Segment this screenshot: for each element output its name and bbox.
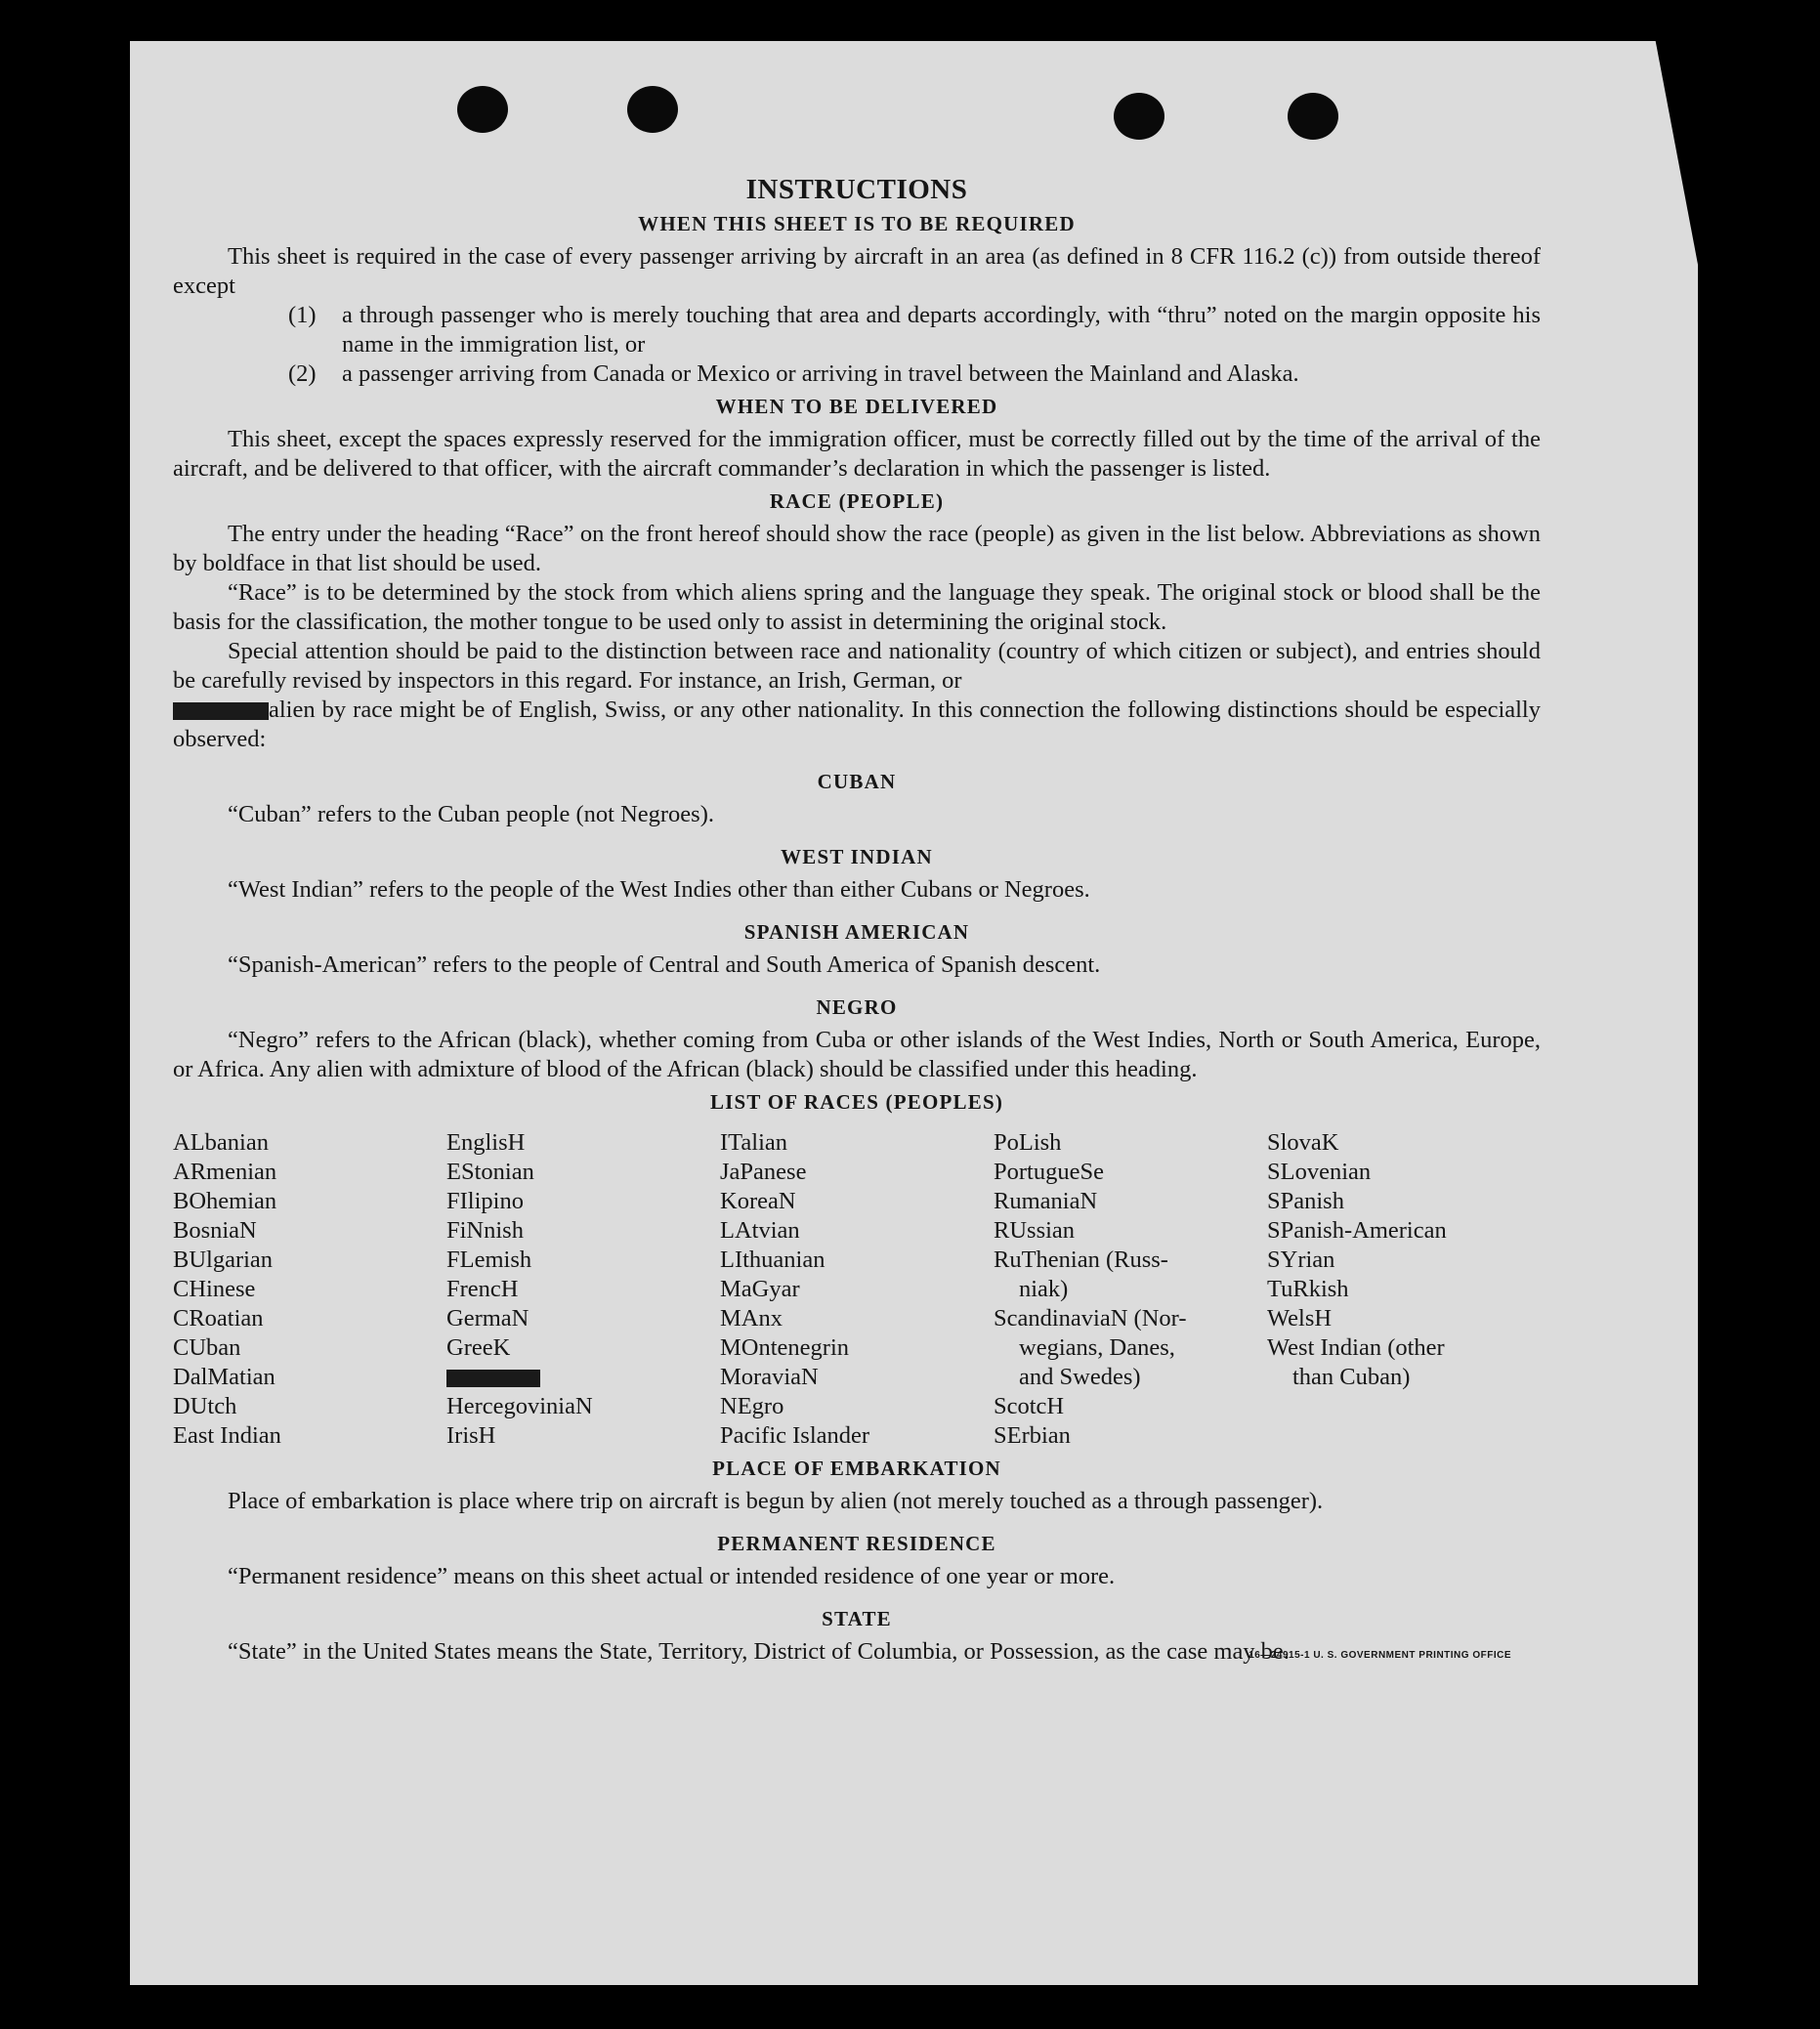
race-entry: ScotcH bbox=[994, 1393, 1065, 1419]
section-heading-west-indian: WEST INDIAN bbox=[781, 845, 933, 868]
race-entry-continued: than Cuban) bbox=[1292, 1364, 1411, 1390]
race-entry: JaPanese bbox=[720, 1159, 807, 1185]
race-column-5 bbox=[1267, 1128, 1541, 1451]
race-entry: ScandinaviaN (Nor- bbox=[994, 1305, 1187, 1332]
race-entry: RUssian bbox=[994, 1217, 1076, 1244]
instructions-content bbox=[173, 166, 1541, 1663]
race-entry: SLovenian bbox=[1267, 1159, 1372, 1185]
race-entry: IrisH bbox=[446, 1422, 496, 1449]
list-item bbox=[173, 301, 1541, 359]
race-entry: SlovaK bbox=[1267, 1129, 1339, 1156]
race-entry: PortugueSe bbox=[994, 1159, 1104, 1185]
race-entry: MaGyar bbox=[720, 1276, 800, 1302]
race-entry: MoraviaN bbox=[720, 1364, 819, 1390]
race-entry: Pacific Islander bbox=[720, 1422, 870, 1449]
race-entry: FIlipino bbox=[446, 1188, 524, 1214]
race-entry-continued: niak) bbox=[1019, 1276, 1069, 1302]
race-entry: SErbian bbox=[994, 1422, 1071, 1449]
race-entry: FrencH bbox=[446, 1276, 519, 1302]
print-code: 16—24915-1 U. S. GOVERNMENT PRINTING OFFICE bbox=[1249, 1650, 1511, 1661]
section-heading-required: WHEN THIS SHEET IS TO BE REQUIRED bbox=[638, 212, 1076, 235]
race-entry: RuThenian (Russ- bbox=[994, 1247, 1168, 1273]
race-entry: BOhemian bbox=[173, 1188, 277, 1214]
race-paragraph-3b-text: alien by race might be of English, Swiss, or any other nationality. In this connection the following distinctions should be especially observed: bbox=[173, 697, 1541, 752]
item-number: (1) bbox=[288, 302, 317, 328]
cuban-text: “Cuban” refers to the Cuban people (not Negroes). bbox=[228, 801, 714, 827]
section-heading-embarkation: PLACE OF EMBARKATION bbox=[712, 1457, 1001, 1480]
race-entry: ITalian bbox=[720, 1129, 788, 1156]
race-entry: DalMatian bbox=[173, 1364, 275, 1390]
punch-hole bbox=[627, 86, 678, 133]
section-heading-cuban: CUBAN bbox=[817, 770, 897, 793]
race-entry: ALbanian bbox=[173, 1129, 269, 1156]
race-entry: EnglisH bbox=[446, 1129, 526, 1156]
race-entry: HercegoviniaN bbox=[446, 1393, 593, 1419]
race-entry: East Indian bbox=[173, 1422, 281, 1449]
required-intro: This sheet is required in the case of every passenger arriving by aircraft in an area (as defined in 8 CFR 116.2 (c)) from outside thereof except bbox=[173, 243, 1541, 299]
section-heading-residence: PERMANENT RESIDENCE bbox=[717, 1532, 996, 1555]
redaction-mark bbox=[173, 702, 269, 720]
spanish-american-text: “Spanish-American” refers to the people of Central and South America of Spanish descent. bbox=[228, 951, 1101, 978]
section-heading-spanish-american: SPANISH AMERICAN bbox=[743, 920, 970, 944]
race-entry: CUban bbox=[173, 1334, 241, 1361]
page-title: INSTRUCTIONS bbox=[745, 174, 968, 205]
redaction-mark bbox=[446, 1370, 540, 1387]
section-heading-state: STATE bbox=[822, 1607, 892, 1630]
delivered-text: This sheet, except the spaces expressly reserved for the immigration officer, must be correctly filled out by the time of the arrival of the aircraft, and be delivered to that officer, with the aircraft commander’s declaration in which the passenger is listed. bbox=[173, 426, 1541, 482]
punch-hole bbox=[1114, 93, 1164, 140]
race-column-1 bbox=[173, 1128, 446, 1451]
race-column-2 bbox=[446, 1128, 720, 1451]
race-paragraph-3b bbox=[173, 696, 1541, 754]
race-entry: TuRkish bbox=[1267, 1276, 1349, 1302]
race-entry: SPanish bbox=[1267, 1188, 1344, 1214]
section-heading-delivered: WHEN TO BE DELIVERED bbox=[715, 395, 998, 418]
section-heading-list-of-races: LIST OF RACES (PEOPLES) bbox=[709, 1090, 1004, 1114]
race-entry: FiNnish bbox=[446, 1217, 524, 1244]
race-entry-continued: wegians, Danes, bbox=[1019, 1334, 1175, 1361]
race-entry: LAtvian bbox=[720, 1217, 800, 1244]
race-entry: BUlgarian bbox=[173, 1247, 274, 1273]
race-entry: GermaN bbox=[446, 1305, 529, 1332]
race-entry-continued: and Swedes) bbox=[1019, 1364, 1141, 1390]
section-heading-negro: NEGRO bbox=[816, 995, 898, 1019]
section-heading-race: RACE (PEOPLE) bbox=[769, 489, 945, 513]
race-entry: DUtch bbox=[173, 1393, 237, 1419]
residence-text: “Permanent residence” means on this sheet actual or intended residence of one year or more. bbox=[228, 1563, 1116, 1589]
race-paragraph-3a: Special attention should be paid to the distinction between race and nationality (country of which citizen or subject), and entries should be carefully revised by inspectors in this regard. For instance, an Irish, German, or bbox=[173, 638, 1541, 694]
race-paragraph-1: The entry under the heading “Race” on the front hereof should show the race (people) as given in the list below. Abbreviations as shown by boldface in that list should be used. bbox=[173, 521, 1541, 576]
race-entry: MAnx bbox=[720, 1305, 783, 1332]
negro-text: “Negro” refers to the African (black), whether coming from Cuba or other islands of the West Indies, North or South America, Europe, or Africa. Any alien with admixture of blood of the African (black) should be classified under this heading. bbox=[173, 1027, 1541, 1082]
race-entry: CRoatian bbox=[173, 1305, 264, 1332]
embarkation-text: Place of embarkation is place where trip on aircraft is begun by alien (not merely touched as a through passenger). bbox=[228, 1488, 1324, 1514]
race-entry: West Indian (other bbox=[1267, 1334, 1445, 1361]
race-entry: LIthuanian bbox=[720, 1247, 825, 1273]
race-entry: EStonian bbox=[446, 1159, 534, 1185]
race-entry: WelsH bbox=[1267, 1305, 1333, 1332]
race-entry: KoreaN bbox=[720, 1188, 796, 1214]
race-paragraph-2: “Race” is to be determined by the stock from which aliens spring and the language they speak. The original stock or blood shall be the basis for the classification, the mother tongue to be used only to assist in determining the original stock. bbox=[173, 579, 1541, 635]
race-entry: RumaniaN bbox=[994, 1188, 1098, 1214]
race-entry: PoLish bbox=[994, 1129, 1062, 1156]
race-column-3 bbox=[720, 1128, 994, 1451]
item-text: a through passenger who is merely touching that area and departs accordingly, with “thru” noted on the margin opposite his name in the immigration list, or bbox=[342, 302, 1541, 358]
race-entry: ARmenian bbox=[173, 1159, 277, 1185]
race-entry: BosniaN bbox=[173, 1217, 257, 1244]
race-list bbox=[173, 1128, 1541, 1451]
race-entry: FLemish bbox=[446, 1247, 532, 1273]
item-text: a passenger arriving from Canada or Mexico or arriving in travel between the Mainland and Alaska. bbox=[342, 360, 1299, 387]
race-entry: SPanish-American bbox=[1267, 1217, 1447, 1244]
race-entry: SYrian bbox=[1267, 1247, 1335, 1273]
punch-hole bbox=[457, 86, 508, 133]
west-indian-text: “West Indian” refers to the people of the West Indies other than either Cubans or Negroes. bbox=[228, 876, 1090, 903]
race-entry: NEgro bbox=[720, 1393, 784, 1419]
punch-hole bbox=[1288, 93, 1338, 140]
state-text: “State” in the United States means the State, Territory, District of Columbia, or Possession, as the case may be. bbox=[228, 1638, 1290, 1665]
race-entry: GreeK bbox=[446, 1334, 511, 1361]
race-column-4 bbox=[994, 1128, 1267, 1451]
race-entry: CHinese bbox=[173, 1276, 256, 1302]
race-entry-redacted bbox=[446, 1363, 720, 1392]
item-number: (2) bbox=[288, 360, 317, 387]
race-entry: MOntenegrin bbox=[720, 1334, 849, 1361]
list-item bbox=[173, 359, 1541, 389]
